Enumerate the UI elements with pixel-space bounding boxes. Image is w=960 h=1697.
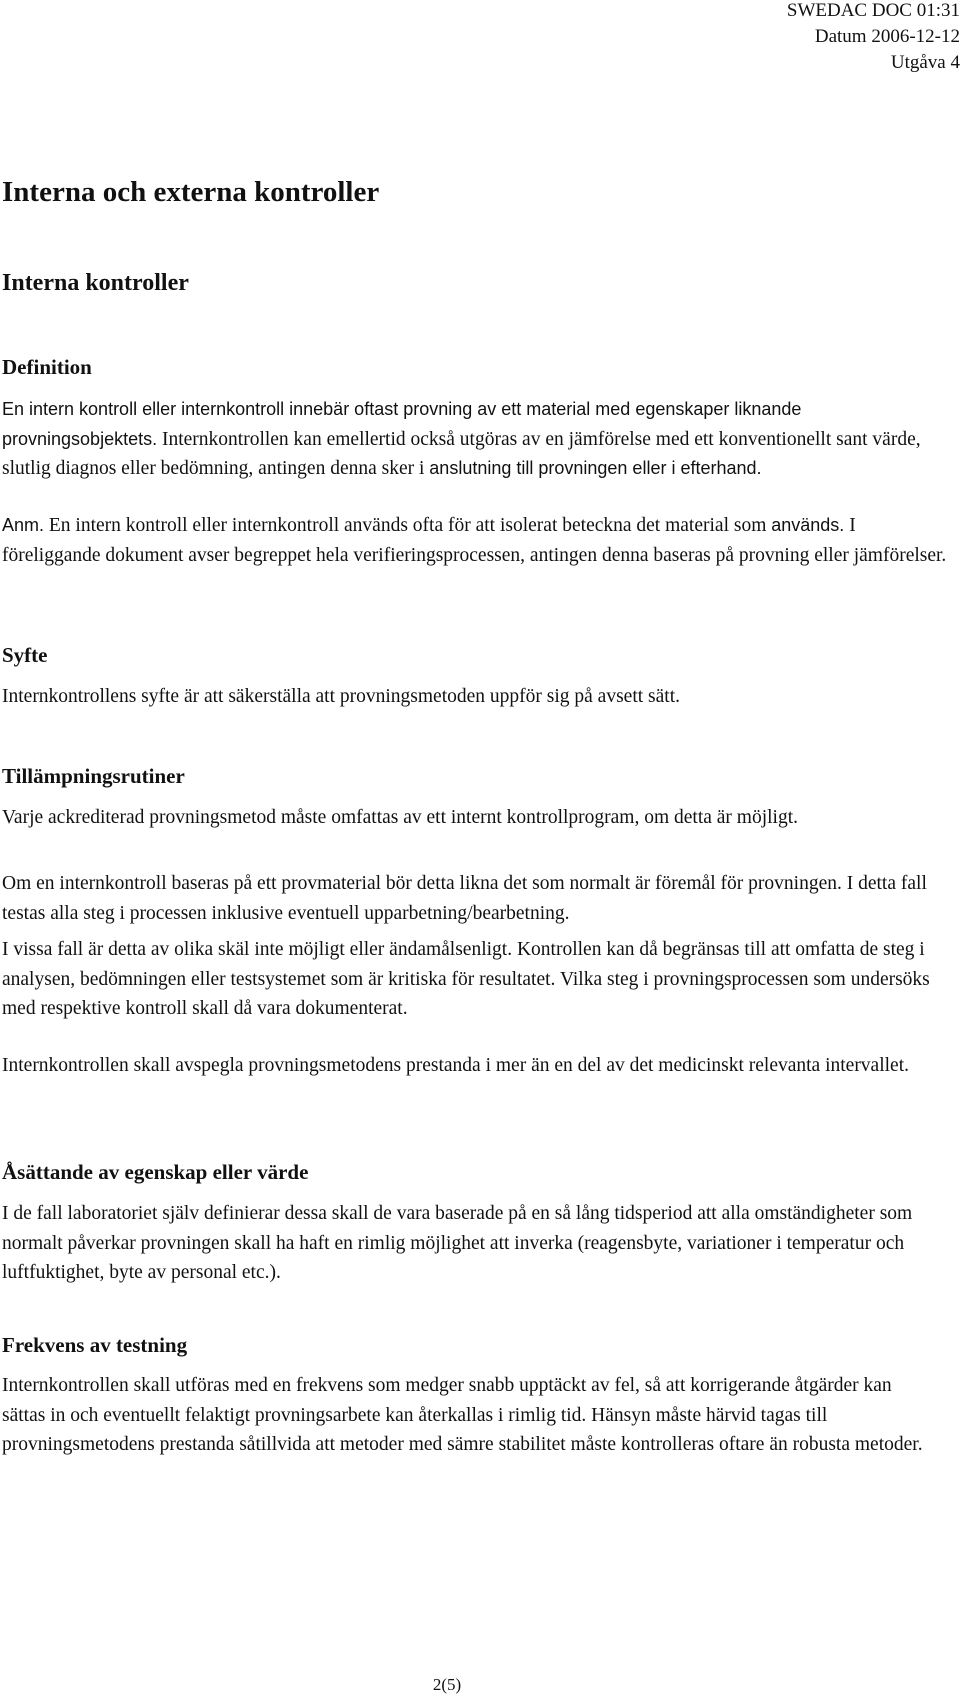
tillampning-paragraph-1: Varje ackrediterad provningsmetod måste omfattas av ett internt kontrollprogram, om detta är möjligt. [2, 807, 799, 828]
note-label: Anm. [2, 515, 45, 535]
note-text-part-1: En intern kontroll eller internkontroll används ofta för att isolerat beteckna det material som [44, 515, 772, 536]
definition-paragraph [2, 395, 950, 484]
definition-heading: Definition [2, 355, 92, 379]
tillampning-paragraph-2: Om en internkontroll baseras på ett provmaterial bör detta likna det som normalt är föremål för provningen. I detta fall testas alla steg i processen inklusive eventuell upparbetning/bearbetning. [2, 873, 927, 924]
asattande-paragraph: I de fall laboratoriet själv definierar dessa skall de vara baserade på en så lång tidsperiod att alla omständigheter som normalt påverkar provningen skall ha haft en rimlig möjlighet att inverka (reagensbyte, variationer i temperatur och luftfuktighet, byte av personal etc.). [2, 1203, 913, 1283]
note-text-part-2: används. [771, 515, 845, 535]
frekvens-paragraph: Internkontrollen skall utföras med en frekvens som medger snabb upptäckt av fel, så att korrigerande åtgärder kan sättas in och eventuellt felaktigt provningsarbete kan återkallas i rimlig tid. Hänsyn måste härvid tagas till provningsmetodens prestanda såtillvida att metoder med sämre stabilitet måste kontrolleras oftare än robusta metoder. [2, 1375, 923, 1455]
definition-text-part-2: Internkontrollen kan emellertid också utgöras av en jämförelse med ett konventionellt sant värde, slutlig diagnos eller bedömning, antingen denna sker i [2, 428, 921, 479]
tillampning-paragraph-3: I vissa fall är detta av olika skäl inte möjligt eller ändamålsenligt. Kontrollen kan då begränsas till att omfatta de steg i analysen, bedömningen eller testsystemet som är kritiska för resultatet. Vilka steg i provningsprocessen som undersöks med respektive kontroll skall då vara dokumenterat. [2, 939, 930, 1019]
section-title: Interna kontroller [2, 270, 189, 296]
definition-text-part-3: anslutning till provningen eller i efterhand. [429, 458, 762, 478]
asattande-heading: Åsättande av egenskap eller värde [2, 1160, 309, 1184]
tillampning-paragraph-4: Internkontrollen skall avspegla provningsmetodens prestanda i mer än en del av det medicinskt relevanta intervallet. [2, 1055, 909, 1076]
tillampning-heading: Tillämpningsrutiner [2, 764, 185, 788]
definition-note [2, 511, 950, 570]
definition-text-part-1: En intern kontroll eller internkontroll innebär oftast provning av ett material med egenskaper liknande provningsobjektets. [2, 399, 802, 449]
syfte-heading: Syfte [2, 643, 48, 667]
note-text-part-3: I föreliggande dokument avser begreppet hela verifieringsprocessen, antingen denna baseras på provning eller jämförelser. [2, 515, 947, 566]
page-number: 2(5) [432, 1675, 462, 1694]
document-id: SWEDAC DOC 01:31 [786, 0, 960, 21]
syfte-paragraph: Internkontrollens syfte är att säkerställa att provningsmetoden uppför sig på avsett sätt. [2, 686, 680, 707]
document-date: Datum 2006-12-12 [814, 26, 960, 47]
document-edition: Utgåva 4 [890, 52, 960, 73]
page-title: Interna och externa kontroller [2, 176, 380, 208]
frekvens-heading: Frekvens av testning [2, 1333, 188, 1357]
document-header [787, 0, 960, 76]
